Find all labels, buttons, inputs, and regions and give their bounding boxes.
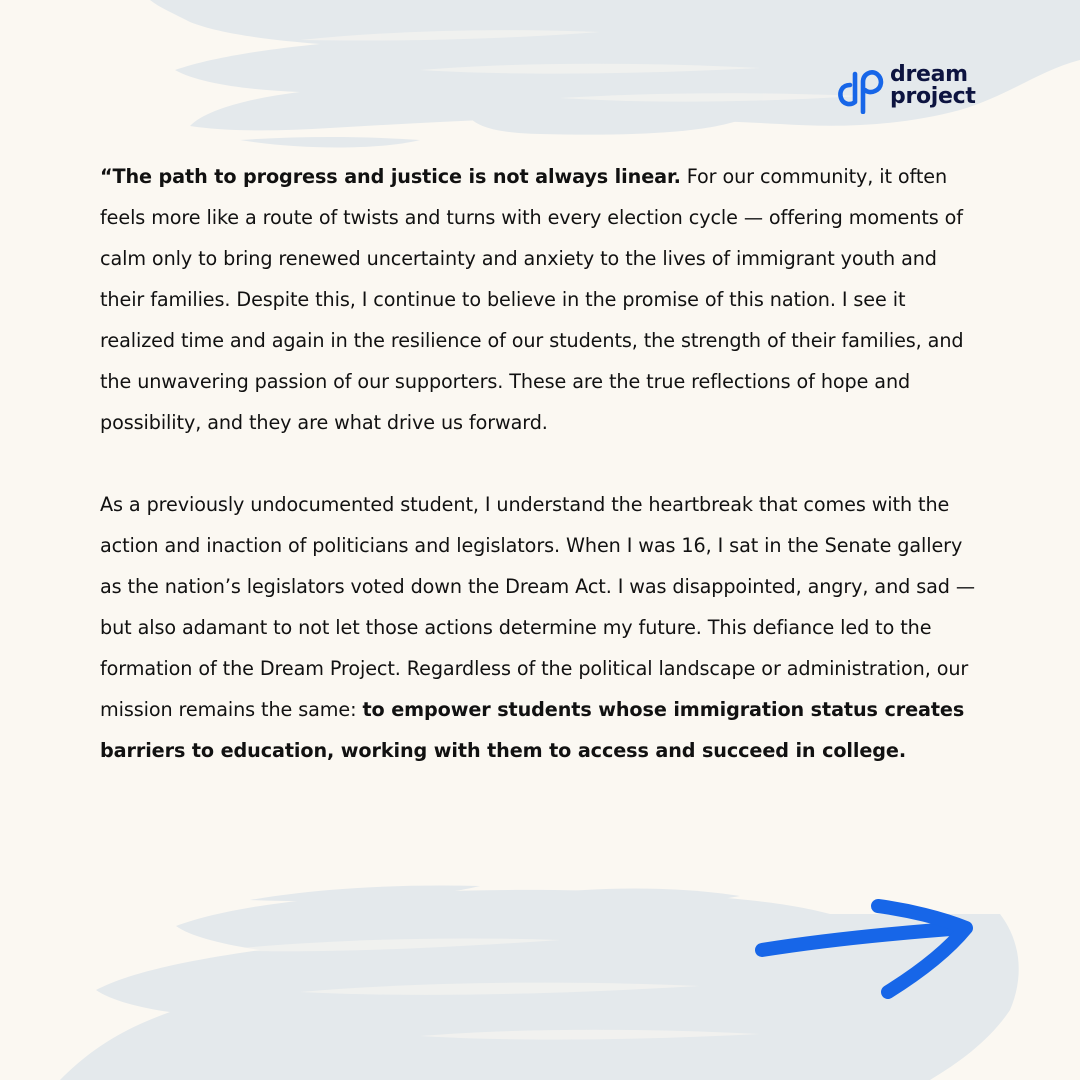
logo-wordmark — [890, 64, 976, 108]
paragraph-1 — [100, 156, 980, 443]
paragraph-1-lead: “The path to progress and justice is not always linear. — [100, 165, 681, 188]
logo-line-1: dream — [890, 62, 968, 87]
letter-body — [100, 156, 980, 771]
paragraph-1-body: For our community, it often feels more like a route of twists and turns with every election cycle — offering moments of calm only to bring renewed uncertainty and anxiety to the lives of immigrant youth and their families. Despite this, I continue to believe in the promise of this nation. I see it realized time and again in the resilience of our students, the strength of their families, and the unwavering passion of our supporters. These are the true reflections of hope and possibility, and they are what drive us forward. — [100, 165, 964, 434]
mission-statement: to empower students whose immigration status creates barriers to education, working with them to access and succeed in college. — [100, 698, 965, 762]
right-arrow-icon[interactable] — [752, 896, 978, 1000]
logo-line-2: project — [890, 84, 976, 109]
paragraph-2 — [100, 484, 980, 771]
paragraph-2-body: As a previously undocumented student, I understand the heartbreak that comes with the action and inaction of politicians and legislators. When I was 16, I sat in the Senate gallery as the nation’s legislators voted down the Dream Act. I was disappointed, angry, and sad — but also adamant to not let those actions determine my future. This defiance led to the formation of the Dream Project. Regardless of the political landscape or administration, our mission remains the same: — [100, 493, 975, 721]
dream-project-logo[interactable] — [836, 62, 996, 116]
dream-project-dp-icon — [836, 64, 884, 114]
